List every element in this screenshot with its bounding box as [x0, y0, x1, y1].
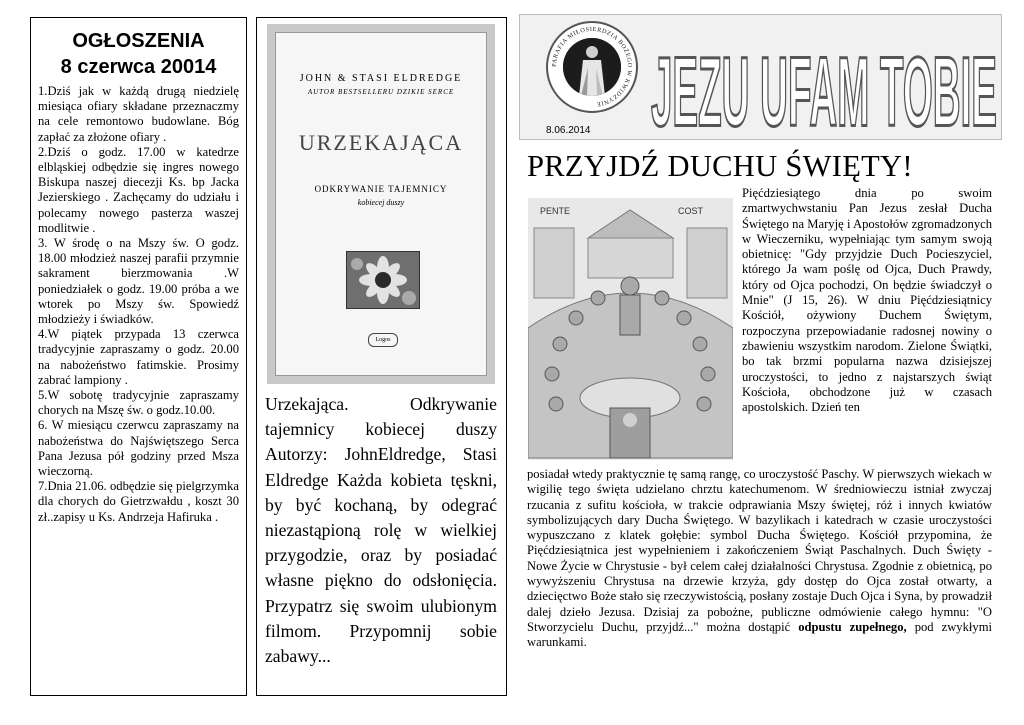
pentecost-icon-image [528, 198, 733, 460]
article-text-side [742, 186, 992, 415]
publisher-logo: Logos [368, 333, 398, 347]
icon-label-right: COST [678, 206, 704, 216]
indulgence-bold-text: odpustu zupełnego, [798, 619, 907, 634]
divine-mercy-image [563, 38, 621, 96]
book-panel [256, 17, 507, 696]
article-text-after: pod zwykłymi warunkami. [527, 619, 992, 650]
announcement-item: 3. W środę o na Mszy św. O godz. 18.00 młodzież naszej parafii przymnie sakrament bierzmowania .W poniedziałek o godz. 19.00 próba a we wtorek po Mszy św. Spowiedź młodzieży i świadków. [38, 236, 239, 327]
announcements-list [38, 84, 239, 525]
book-authors: JOHN & STASI ELDREDGE [299, 73, 463, 84]
icon-label-left: PENTE [540, 206, 571, 216]
book-title: URZEKAJĄCA [298, 130, 464, 155]
banner-date: 8.06.2014 [546, 125, 591, 136]
book-description: Urzekająca. Odkrywanie tajemnicy kobiecej duszy Autorzy: JohnEldredge, Stasi Eldredge Każda kobieta tęskni, by być kochaną, by odegrać niezastąpioną rolę w wielkiej przygodzie, oraz by posiadać własne piękno do odsłonięcia. Przypatrz się swoim ulubionym filmom. Przypomnij sobie zabawy... [265, 394, 497, 667]
article-text-full [527, 467, 992, 651]
article-paragraph-full [527, 467, 992, 651]
announcement-item: 2.Dziś o godz. 17.00 w katedrze elbląskiej odbędzie się ingres nowego Biskupa naszej diecezji Ks. bp Jacka Jezierskiego . Zachęcamy do udziału i polecamy nowego pasterza waszej modlitwie . [38, 144, 239, 235]
announcement-item: 4.W piątek przypada 13 czerwca tradycyjnie zapraszamy o godz. 20.00 na nabożeństwo fatimskie. Prosimy zabrać lampiony . [38, 327, 239, 387]
announcement-item: 5.W sobotę tradycyjnie zapraszamy chorych na Mszę św. o godz.10.00. [38, 388, 239, 418]
seal-text: PARAFIA MIŁOSIERDZIA BOŻEGO W KWIDZYNIE [550, 25, 634, 108]
book-subtitle-italic: kobiecej duszy [357, 198, 405, 207]
book-cover [267, 24, 495, 384]
sunflower-image [346, 251, 420, 309]
announcement-item: 7.Dnia 21.06. odbędzie się pielgrzymka dla chorych do Gietrzwałdu , koszt 30 zł..zapisy u Ks. Andrzeja Hafiruka . [38, 479, 239, 524]
book-subtitle: ODKRYWANIE TAJEMNICY [314, 184, 448, 194]
announcement-item: 1.Dziś jak w każdą drugą niedzielę miesiąca ofiary składane przeznaczmy na cele remontowo budowlane. Bóg zapłać za złożone ofiary . [38, 84, 239, 144]
article-headline: PRZYJDŹ DUCHU ŚWIĘTY! [527, 149, 913, 183]
announcements-panel [30, 17, 247, 696]
parish-seal [546, 21, 638, 113]
announcement-item: 6. W miesiącu czerwcu zapraszamy na nabożeństwa do Najświętszego Serca Pana Jezusa pół godziny przed Msza wieczorną. [38, 418, 239, 479]
header-banner [519, 14, 1002, 140]
banner-title-graphic [648, 19, 1000, 135]
book-cover-inner [275, 32, 487, 376]
announcements-date: 8 czerwca 20014 [60, 56, 217, 78]
announcements-title: OGŁOSZENIA [72, 30, 205, 52]
article-paragraph-side: Pięćdziesiątego dnia po swoim zmartwychwstaniu Pan Jezus zesłał Ducha Świętego na Maryję i Apostołów zgromadzonych w Wieczerniku, wypełniając tym samym swoją obietnicę: "Gdy przyjdzie Duch Pocieszyciel, którego Ja wam poślę od Ojca, Duch Prawdy, który od Ojca pochodzi, On będzie świadczył o Mnie" (J 15, 26). W dniu Pięćdziesiątnicy Kościół, ożywiony Duchem Świętym, rozpoczyna przepowiadanie radosnej nowiny o zbawieniu wszystkim narodom. Zielone Świątki, bo tak brzmi popularna nazwa dzisiejszej uroczystości, to jedno z najstarszych świąt Kościoła, obchodzone już w czasach apostolskich. Dzień ten [742, 186, 992, 415]
banner-title-text: JEZU UFAM TOBIE [651, 36, 997, 135]
article-text-before: posiadał wtedy praktycznie tę samą rangę, co uroczystość Paschy. W pierwszych wiekach w wigilię tego święta udzielano chrztu katechumenom. W średniowieczu istniał zwyczaj rzucania z sufitu kościoła, w trakcie odprawiania Mszy świętej, róż i innych kwiatów symbolizujących dary Ducha Świętego. W bazylikach i katedrach w czasie uroczystości wypuszczano z klatek gołębie: symbol Ducha Świętego. Kościół przypomina, że Pięćdziesiątnica jest wypełnieniem i zakończeniem Świąt Paschalnych. Duch Święty - Nowe Życie w Chrystusie - był celem całej działalności Chrystusa. Zgodnie z obietnicą, po wywyższeniu Chrystusa na drzewie krzyża, gdy dostęp do Ojca został otwarty, a dziecięctwo Boże stało się rzeczywistością, posłany zostaje Duch Ojca i Syna, by prowadził dalej dzieło Jezusa. Dzisiaj za pobożne, publiczne odmówienie całego hymnu: "O Stworzycielu Duchu, przyjdź..." można dostąpić [527, 467, 992, 634]
book-tagline: AUTOR BESTSELLERU DZIKIE SERCE [307, 88, 455, 96]
